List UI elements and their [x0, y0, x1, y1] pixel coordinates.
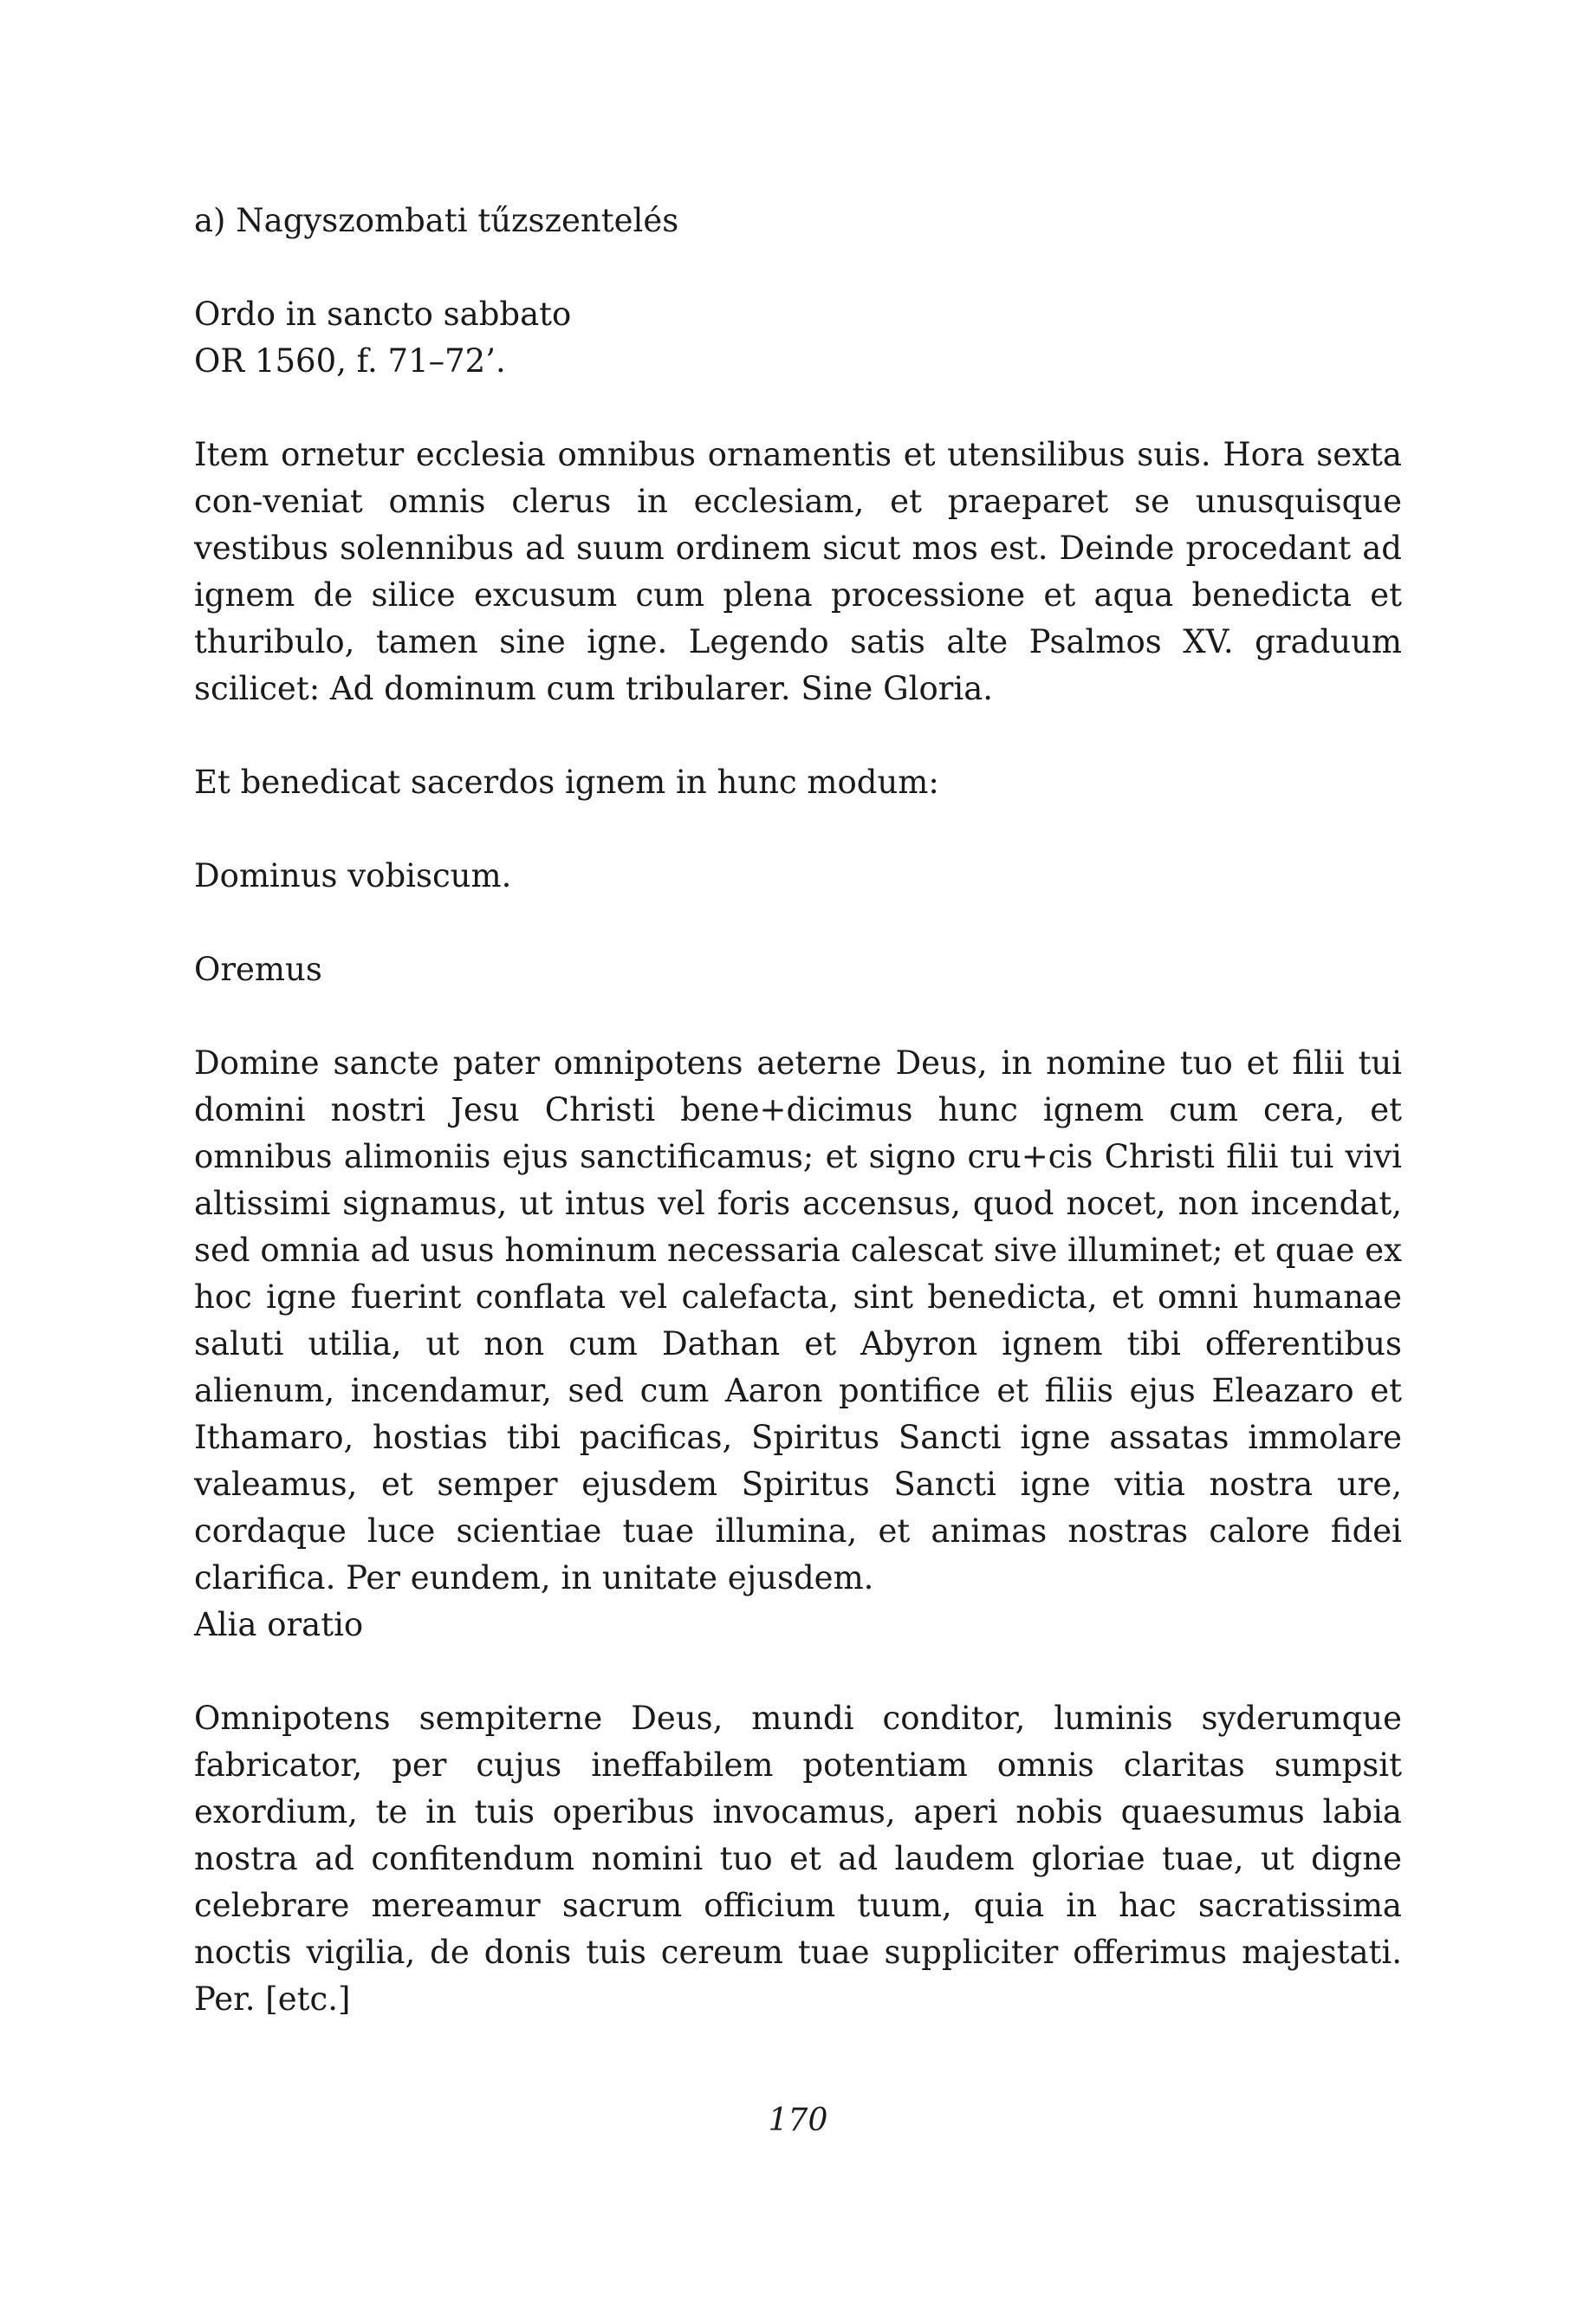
section-heading: a) Nagyszombati tűzszentelés	[194, 202, 679, 239]
paragraph-rubric-procession: Item ornetur ecclesia omnibus ornamentis et utensilibus suis. Hora sexta con-veniat omnis clerus in ecclesiam, et praeparet se unusquisque vestibus solennibus ad suum ordinem sicut mos est. Deinde procedant ad ignem de silice excusum cum plena processione et aqua benedicta et thuribulo, tamen sine igne. Legendo satis alte Psalmos XV. graduum scilicet: Ad dominum cum tribularer. Sine Gloria.	[194, 436, 1402, 707]
paragraph-alia-oratio: Alia oratio	[194, 1606, 364, 1643]
paragraph-blessing-intro: Et benedicat sacerdos ignem in hunc modum:	[194, 764, 939, 801]
paragraph-oremus: Oremus	[194, 951, 322, 988]
source-reference: OR 1560, f. 71–72’.	[194, 342, 506, 380]
page-number: 170	[768, 2103, 828, 2138]
paragraph-prayer-domine-sancte: Domine sancte pater omnipotens aeterne Deus, in nomine tuo et filii tui domini nostri Jesu Christi bene+dicimus hunc ignem cum cera, et omnibus alimoniis ejus sanctificamus; et signo cru+cis Christi filii tui vivi altissimi signamus, ut intus vel foris accensus, quod nocet, non incendat, sed omnia ad usus hominum necessaria calescat sive illuminet; et quae ex hoc igne fuerint conflata vel calefacta, sint benedicta, et omni humanae saluti utilia, ut non cum Dathan et Abyron ignem tibi offerentibus alienum, incendamur, sed cum Aaron pontifice et filiis ejus Eleazaro et Ithamaro, hostias tibi pacificas, Spiritus Sancti igne assatas immolare valeamus, et semper ejusdem Spiritus Sancti igne vitia nostra ure, cordaque luce scientiae tuae illumina, et animas nostras calore fidei clarifica. Per eundem, in unitate ejusdem.	[194, 1044, 1402, 1596]
paragraph-prayer-omnipotens: Omnipotens sempiterne Deus, mundi conditor, luminis syderumque fabricator, per cujus ineffabilem potentiam omnis claritas sumpsit exordium, te in tuis operibus invocamus, aperi nobis quaesumus labia nostra ad confitendum nomini tuo et ad laudem gloriae tuae, ut digne celebrare mereamur sacrum officium tuum, quia in hac sacratissima noctis vigilia, de donis tuis cereum tuae suppliciter offerimus majestati. Per. [etc.]	[194, 1700, 1402, 2018]
paragraph-dominus-vobiscum: Dominus vobiscum.	[194, 857, 512, 894]
source-title: Ordo in sancto sabbato	[194, 296, 572, 333]
